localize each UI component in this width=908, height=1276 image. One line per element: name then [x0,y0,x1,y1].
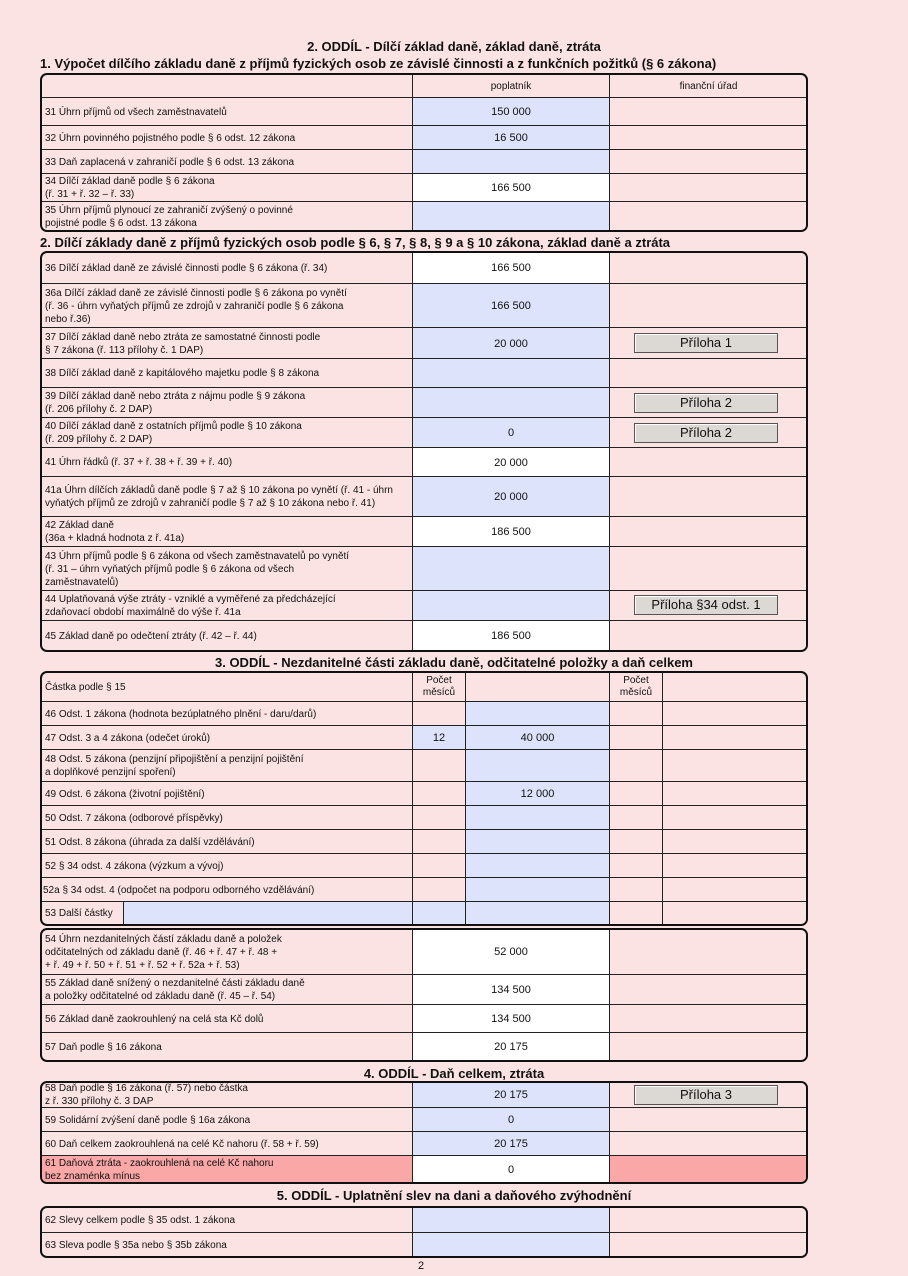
row-label: 54 Úhrn nezdanitelných částí základu daně a položek odčitatelných od základu daně (ř. 46 + ř. 47 + ř. 48 + + ř. 49 + ř. 50 + ř. 51 + ř. 52 + ř. 52a + ř. 53) [45,933,282,971]
row-label: 43 Úhrn příjmů podle § 6 zákona od všech zaměstnavatelů po vynětí (ř. 31 – úhrn vyňatých příjmů podle § 6 zákona od všech zaměstnavatelů) [45,550,350,588]
office-months-47 [609,726,662,750]
office-field-61 [609,1156,807,1183]
row-label: 50 Odst. 7 zákona (odborové příspěvky) [45,812,223,824]
value-field-61: 0 [412,1156,609,1183]
office-field-54 [609,930,807,974]
form-row-53 [42,901,806,925]
value-field-60[interactable]: 20 175 [412,1132,609,1156]
row-label: 48 Odst. 5 zákona (penzijní připojištění a penzijní pojištění a doplňkové penzijní spoření) [45,754,304,778]
form-row-63 [42,1232,806,1257]
table-header-row [42,673,806,701]
form-row-45 [42,620,806,651]
form-row-42 [42,516,806,547]
value-field-52a[interactable] [465,878,609,902]
value-field-39[interactable] [412,388,609,418]
value-field-58[interactable]: 20 175 [412,1083,609,1107]
row-label: 34 Dílčí základ daně podle § 6 zákona (ř. 31 + ř. 32 – ř. 33) [45,176,215,200]
form-row-32 [42,125,806,150]
office-months-50 [609,806,662,830]
row-label: 63 Sleva podle § 35a nebo § 35b zákona [45,1239,227,1251]
value-field-54: 52 000 [412,930,609,974]
months-field-48 [412,750,465,782]
value-field-43[interactable] [412,547,609,591]
office-field-53 [662,902,807,925]
office-months-51 [609,830,662,854]
row-label: 44 Uplatňovaná výše ztráty - vzniklé a vyměřené za předcházející zdaňovací období maximálně do výše ř. 41a [45,594,336,618]
row-label: 41a Úhrn dílčích základů daně podle § 7 až § 10 zákona po vynětí (ř. 41 - úhrn vyňatých příjmů ze zdrojů v zahraničí podle § 7 až § 10 zákona nebo ř. 41) [45,485,393,509]
column-header-financni-urad: finanční úřad [609,75,807,97]
months-field-53[interactable] [412,902,465,925]
priloha-3-button[interactable]: Příloha 3 [634,1085,778,1105]
office-months-48 [609,750,662,782]
office-field-41a [609,477,807,517]
office-field-36 [609,253,807,283]
table-slevy [40,1206,808,1258]
priloha-2-button[interactable]: Příloha 2 [634,423,778,443]
value-field-42: 186 500 [412,517,609,547]
row-label: 53 Další částky [45,908,113,919]
row-label: 57 Daň podle § 16 zákona [45,1041,162,1053]
form-row-60 [42,1131,806,1156]
column-header-pocet-mesicu-fu: Počet měsíců [609,673,662,701]
form-row-59 [42,1107,806,1132]
row-label: 62 Slevy celkem podle § 35 odst. 1 zákona [45,1214,236,1226]
form-row-52a [42,877,806,902]
form-row-55 [42,974,806,1005]
months-field-52 [412,854,465,878]
table-zaklad-dane-snizeny [40,928,808,1062]
form-row-58 [42,1083,806,1107]
form-row-49 [42,781,806,806]
row-label: 52 § 34 odst. 4 zákona (výzkum a vývoj) [45,860,224,872]
value-field-31[interactable]: 150 000 [412,98,609,126]
section5-title: 5. ODDÍL - Uplatnění slev na dani a daňového zvýhodnění [276,1188,632,1203]
row-label: 40 Dílčí základ daně z ostatních příjmů podle § 10 zákona (ř. 209 přílohy č. 2 DAP) [45,421,302,445]
row-label: 59 Solidární zvýšení daně podle § 16a zákona [45,1114,251,1126]
form-row-36a [42,283,806,328]
value-field-37[interactable]: 20 000 [412,328,609,359]
form-row-47 [42,725,806,750]
form-row-48 [42,749,806,782]
form-row-41a [42,476,806,517]
office-field-34 [609,174,807,202]
office-field-42 [609,517,807,547]
table-header-row [42,75,806,97]
table-dan-celkem [40,1081,808,1184]
row-label: 60 Daň celkem zaokrouhlená na celé Kč nahoru (ř. 58 + ř. 59) [45,1138,319,1150]
row-label: 51 Odst. 8 zákona (úhrada za další vzdělávání) [45,836,255,848]
value-field-36a[interactable]: 166 500 [412,284,609,328]
office-field-52 [662,854,807,878]
value-field-57: 20 175 [412,1033,609,1061]
office-field-60 [609,1132,807,1156]
office-field-46 [662,702,807,726]
priloha-34-button[interactable]: Příloha §34 odst. 1 [634,595,778,615]
months-field-52a [412,878,465,902]
office-months-53 [609,902,662,925]
row-label: 49 Odst. 6 zákona (životní pojištění) [45,788,205,800]
office-months-52a [609,878,662,902]
row-label: 38 Dílčí základ daně z kapitálového majetku podle § 8 zákona [45,368,320,379]
office-field-36a [609,284,807,328]
row-label: 35 Úhrn příjmů plynoucí ze zahraničí zvýšený o povinné pojistné podle § 6 odst. 13 zákona [45,204,293,229]
form-row-61 [42,1155,806,1183]
row-label: 45 Základ daně po odečtení ztráty (ř. 42 – ř. 44) [45,630,257,642]
office-field-35 [609,202,807,231]
form-row-56 [42,1004,806,1033]
row-label: 56 Základ daně zaokrouhlený na celá sta Kč dolů [45,1013,264,1025]
form-row-33 [42,149,806,174]
office-field-56 [609,1005,807,1033]
value-field-56: 134 500 [412,1005,609,1033]
form-row-39 [42,387,806,418]
office-months-46 [609,702,662,726]
value-field-34: 166 500 [412,174,609,202]
value-field-63[interactable] [412,1233,609,1257]
priloha-1-button[interactable]: Příloha 1 [634,333,778,353]
column-header-pocet-mesicu: Počet měsíců [412,673,465,701]
row-label: 33 Daň zaplacená v zahraničí podle § 6 odst. 13 zákona [45,156,295,168]
value-field-62[interactable] [412,1208,609,1232]
value-field-55: 134 500 [412,975,609,1005]
column-header-poplatnik: poplatník [412,75,609,97]
value-field-52[interactable] [465,854,609,878]
section2-sub2-title: 2. Dílčí základy daně z příjmů fyzických osob podle § 6, § 7, § 8, § 9 a § 10 zákona, základ daně a ztráta [40,235,671,250]
row-label: 55 Základ daně snížený o nezdanitelné části základu daně a položky odčitatelné od základu daně (ř. 45 – ř. 54) [45,978,305,1002]
table-dilci-zaklad-6 [40,73,808,232]
form-row-62 [42,1208,806,1232]
row-label: 61 Daňová ztráta - zaokrouhlená na celé Kč nahoru bez znaménka mínus [45,1157,274,1182]
form-row-50 [42,805,806,830]
office-field-55 [609,975,807,1005]
office-field-41 [609,448,807,477]
column-divider [465,673,466,701]
form-row-41 [42,447,806,477]
value-field-32[interactable]: 16 500 [412,126,609,150]
office-months-49 [609,782,662,806]
months-field-46 [412,702,465,726]
value-field-40[interactable]: 0 [412,418,609,448]
table-dilci-zaklady [40,251,808,652]
form-row-44 [42,590,806,621]
form-row-51 [42,829,806,854]
value-field-41a[interactable]: 20 000 [412,477,609,517]
section2-title: 2. ODDÍL - Dílčí základ daně, základ daně, ztráta [307,39,601,54]
office-field-47 [662,726,807,750]
value-field-48[interactable] [465,750,609,782]
form-row-31 [42,97,806,126]
row-label: 41 Úhrn řádků (ř. 37 + ř. 38 + ř. 39 + ř. 40) [45,457,233,468]
form-row-34 [42,173,806,202]
row-label: 36a Dílčí základ daně ze závislé činnosti podle § 6 zákona po vynětí (ř. 36 - úhrn vyňatých příjmů ze zdrojů v zahraničí podle § 6 zákona nebo ř.36) [45,287,347,325]
value-field-50[interactable] [465,806,609,830]
value-field-49[interactable]: 12 000 [465,782,609,806]
months-field-50 [412,806,465,830]
row-label: 46 Odst. 1 zákona (hodnota bezúplatného plnění - daru/darů) [45,708,317,720]
value-field-53[interactable] [465,902,609,925]
office-field-52a [662,878,807,902]
office-field-57 [609,1033,807,1061]
priloha-2-button[interactable]: Příloha 2 [634,393,778,413]
row-label: 37 Dílčí základ daně nebo ztráta ze samostatné činnosti podle § 7 zákona (ř. 113 přílohy č. 1 DAP) [45,331,321,356]
header-label: Částka podle § 15 [45,681,126,693]
page-number: 2 [417,1260,425,1272]
row-label: 31 Úhrn příjmů od všech zaměstnavatelů [45,106,227,118]
section2-sub1-title: 1. Výpočet dílčího základu daně z příjmů fyzických osob ze závislé činnosti a z funkčních požitků (§ 6 zákona) [40,56,717,71]
dalsi-castky-text-field[interactable] [123,902,413,925]
column-divider [662,673,663,701]
form-row-43 [42,546,806,591]
office-field-49 [662,782,807,806]
row-label: 39 Dílčí základ daně nebo ztráta z nájmu podle § 9 zákona (ř. 206 přílohy č. 2 DAP) [45,391,306,415]
form-row-52 [42,853,806,878]
office-field-62 [609,1208,807,1232]
value-field-45: 186 500 [412,621,609,651]
form-row-35 [42,201,806,231]
row-label: 36 Dílčí základ daně ze závislé činnosti podle § 6 zákona (ř. 34) [45,262,328,274]
form-row-40 [42,417,806,448]
value-field-38[interactable] [412,359,609,388]
office-field-33 [609,150,807,174]
value-field-33[interactable] [412,150,609,174]
row-label: 32 Úhrn povinného pojistného podle § 6 odst. 12 zákona [45,132,296,144]
value-field-35[interactable] [412,202,609,231]
row-label: 42 Základ daně (36a + kladná hodnota z ř. 41a) [45,520,185,544]
section4-title: 4. ODDÍL - Daň celkem, ztráta [363,1066,545,1081]
months-field-47[interactable]: 12 [412,726,465,750]
form-row-57 [42,1032,806,1061]
value-field-51[interactable] [465,830,609,854]
office-field-63 [609,1233,807,1257]
office-field-43 [609,547,807,591]
office-field-50 [662,806,807,830]
form-row-38 [42,358,806,388]
office-field-31 [609,98,807,126]
form-row-36 [42,253,806,283]
office-months-52 [609,854,662,878]
value-field-59[interactable]: 0 [412,1108,609,1132]
office-field-48 [662,750,807,782]
months-field-51 [412,830,465,854]
row-label: 52a § 34 odst. 4 (odpočet na podporu odborného vzdělávání) [43,884,315,896]
form-row-54 [42,930,806,974]
row-label: 47 Odst. 3 a 4 zákona (odečet úroků) [45,732,211,744]
office-field-59 [609,1108,807,1132]
section3-title: 3. ODDÍL - Nezdanitelné části základu daně, odčitatelné položky a daň celkem [214,655,693,670]
value-field-46[interactable] [465,702,609,726]
form-row-46 [42,701,806,726]
value-field-47[interactable]: 40 000 [465,726,609,750]
form-row-37 [42,327,806,359]
value-field-44[interactable] [412,591,609,621]
value-field-36: 166 500 [412,253,609,283]
months-field-49 [412,782,465,806]
office-field-45 [609,621,807,651]
row-label: 58 Daň podle § 16 zákona (ř. 57) nebo částka z ř. 330 přílohy č. 3 DAP [45,1083,248,1107]
office-field-32 [609,126,807,150]
table-nezdanitelne-casti [40,671,808,926]
office-field-51 [662,830,807,854]
office-field-38 [609,359,807,388]
value-field-41: 20 000 [412,448,609,477]
